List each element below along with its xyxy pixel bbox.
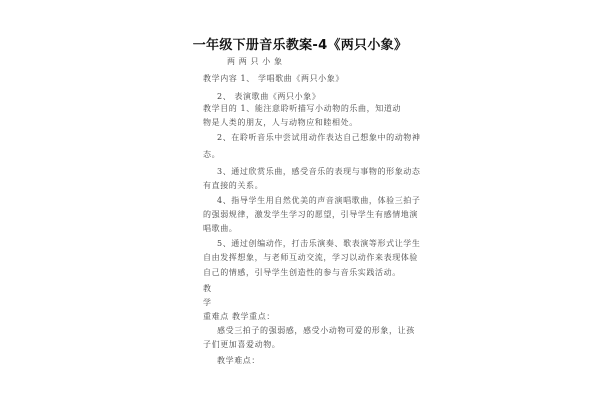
text-line: 3、通过欣赏乐曲，感受音乐的表现与事物的形象动态	[217, 167, 421, 176]
text-line: 2、在聆听音乐中尝试用动作表达自己想象中的动物神	[217, 133, 421, 142]
text-line: 教	[203, 284, 212, 293]
text-line: 唱歌曲。	[203, 224, 238, 233]
text-line: 自己的情感，引导学生创造性的参与音乐实践活动。	[203, 268, 401, 277]
text-line: 有直接的关系。	[203, 181, 264, 190]
text-line: 教学内容 1、 学唱歌曲《两只小象》	[203, 74, 344, 83]
text-line: 感受三拍子的强弱感，感受小动物可爱的形象，让孩	[217, 326, 415, 335]
text-line: 2、 表演歌曲《两只小象》	[217, 92, 321, 101]
text-line: 自由发挥想象，与老师互动交流，学习以动作来表现体验	[203, 253, 418, 262]
text-line: 5、通过创编动作，打击乐演奏、歌表演等形式让学生	[217, 239, 421, 248]
text-line: 的强弱规律，激发学生学习的愿望，引导学生有感情地演	[203, 210, 418, 219]
subtitle-line: 两 两 只 小 象	[227, 57, 283, 66]
text-line: 态。	[203, 150, 221, 159]
text-line: 重难点 教学重点：	[203, 312, 275, 321]
text-line: 4、指导学生用自然优美的声音演唱歌曲，体验三拍子	[217, 196, 421, 205]
text-line: 物是人类的朋友，人与动物应和睦相处。	[203, 118, 358, 127]
text-line: 子们更加喜爱动物。	[203, 340, 281, 349]
document-title: 一年级下册音乐教案-4《两只小象》	[192, 38, 408, 53]
text-line: 学	[203, 298, 212, 307]
text-line: 教学目的 1、能注意聆听描写小动物的乐曲，知道动	[203, 104, 402, 113]
text-line: 教学难点：	[217, 356, 260, 365]
